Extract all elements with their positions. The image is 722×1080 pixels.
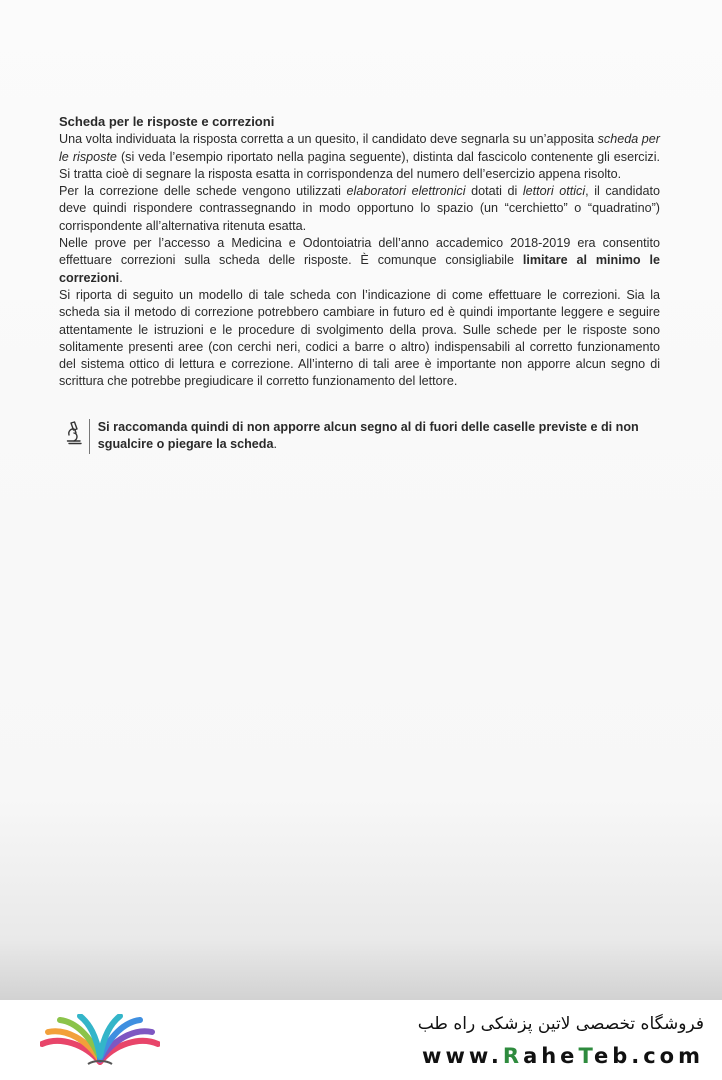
note-text [98,419,660,454]
website-suffix: eb.com [593,1044,704,1068]
open-book-logo-icon [40,1014,160,1073]
footer-banner [0,1000,722,1080]
website-r: R [502,1044,524,1068]
p2-text-e: , il candidato deve quindi rispondere contrassegnando in modo opportuno lo spazio (un “cerchietto” o “quadratino”) corrispondente all’alternativa ritenuta esatta. [59,184,660,233]
note-text-period: . [273,437,277,452]
note-text-bold: Si raccomanda quindi di non apporre alcun segno al di fuori delle caselle previste e di non sgualcire o piegare la scheda [97,420,639,452]
website-link[interactable] [422,1044,704,1068]
website-prefix: www. [422,1044,503,1068]
p1-italic-term: scheda per le risposte [59,132,660,164]
p1-text-c: (si veda l’esempio riportato nella pagina seguente), distinta dal fascicolo contenente gli esercizi. Si tratta cioè di segnare la risposta esatta in corrispondenza del numero dell’esercizio appena risolto. [59,149,660,181]
website-t: T [578,1044,594,1068]
p2-italic-term-2: lettori ottici [522,184,586,199]
paragraph-1 [59,131,660,183]
note-divider [89,419,90,454]
p3-text-c: . [119,270,123,285]
p2-text-c: dotati di [465,184,523,199]
document-body [59,113,660,391]
p2-italic-term-1: elaboratori elettronici [346,184,466,199]
paragraph-2 [59,183,660,235]
microscope-icon [59,419,89,454]
shop-title: فروشگاه تخصصی لاتین پزشکی راه طب [417,1014,704,1034]
paragraph-4: Si riporta di seguito un modello di tale scheda con l’indicazione di come effettuare le correzioni. Sia la scheda sia il metodo di correzione potrebbero cambiare in futuro ed è quindi importante leggere e seguire attentamente le istruzioni e le procedure di svolgimento della prova. Sulle schede per le risposte sono solitamente presenti aree (con cerchi neri, codici a barre o altro) indispensabili al corretto funzionamento del sistema ottico di lettura e correzione. All’interno di tali aree è importante non apporre alcun segno di scrittura che potrebbe pregiudicare il corretto funzionamento del lettore. [59,287,660,389]
section-heading: Scheda per le risposte e correzioni [59,114,275,129]
paragraph-3 [59,235,660,287]
p3-text-a: Nelle prove per l’accesso a Medicina e Odontoiatria dell’anno accademico 2018-2019 era consentito effettuare correzioni sulla scheda delle risposte. È comunque consigliabile [59,236,660,268]
p2-text-a: Per la correzione delle schede vengono utilizzati [59,184,347,199]
website-middle: ahe [523,1044,579,1068]
p1-text-a: Una volta individuata la risposta corretta a un quesito, il candidato deve segnarla su un’apposita [59,132,598,147]
p3-bold-term: limitare al minimo le correzioni [59,253,660,285]
warning-note [59,419,660,454]
